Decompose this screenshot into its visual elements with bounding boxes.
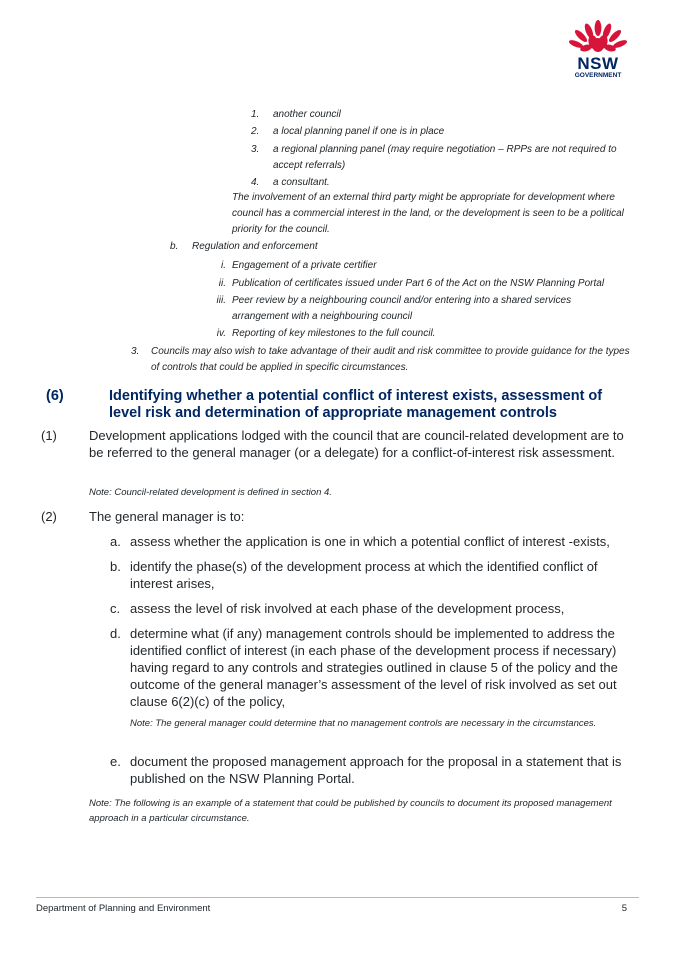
logo-sub: GOVERNMENT: [574, 72, 622, 79]
list-marker: 1.: [251, 109, 260, 120]
list-marker: a.: [110, 534, 121, 549]
list-item: [251, 124, 633, 140]
logo-brand: NSW: [577, 54, 619, 73]
paragraph-note: Note: Council-related development is defined in section 4.: [89, 487, 332, 498]
list-marker: b.: [110, 559, 121, 574]
list-text: a consultant.: [273, 177, 330, 188]
list-text: Regulation and enforcement: [192, 241, 318, 252]
paragraph-marker: (2): [41, 509, 57, 524]
list-marker: ii.: [218, 278, 226, 289]
list-marker: 3.: [131, 346, 140, 357]
list-marker: 4.: [251, 177, 260, 188]
list-marker: 2.: [251, 126, 260, 137]
list-text: a local planning panel if one is in place: [273, 126, 445, 137]
list-marker: d.: [110, 626, 121, 641]
list-marker: iii.: [216, 295, 226, 306]
list-item: [221, 258, 632, 274]
list-marker: b.: [170, 241, 179, 252]
waratah-icon: [566, 18, 630, 58]
list-text: a regional planning panel (may require negotiation – RPPs are not required to accept referrals): [273, 144, 617, 171]
list-item: [251, 107, 633, 123]
page-number: 5: [621, 903, 627, 914]
list-marker: i.: [221, 260, 226, 271]
list-marker: c.: [110, 601, 121, 616]
list-text: Engagement of a private certifier: [232, 260, 377, 271]
list-marker: iv.: [216, 328, 226, 339]
list-text: Reporting of key milestones to the full council.: [232, 328, 436, 339]
nsw-government-logo: [566, 18, 630, 80]
list-item: [216, 326, 632, 342]
list-text: assess whether the application is one in which a potential conflict of interest -exists,: [130, 534, 610, 549]
list-note: The involvement of an external third party might be appropriate for development where council has a commercial interest in the land, or the development is seen to be a political priority for the council.: [232, 192, 624, 235]
section-number: (6): [46, 388, 64, 404]
list-text: another council: [273, 109, 341, 120]
paragraph-text: Development applications lodged with the council that are council-related development are to be referred to the general manager (or a delegate) for a conflict-of-interest risk assessment.: [89, 428, 624, 460]
list-text: identify the phase(s) of the development process at which the identified conflict of interest arises,: [130, 559, 598, 591]
list-text: Peer review by a neighbouring council and/or entering into a shared services arrangement with a neighbouring council: [232, 295, 572, 322]
list-item: [251, 175, 633, 191]
list-marker: 3.: [251, 144, 260, 155]
list-note: Note: The general manager could determine that no management controls are necessary in the circumstances.: [130, 718, 597, 729]
paragraph-note: Note: The following is an example of a statement that could be published by councils to document its proposed management approach in a particular circumstance.: [89, 798, 612, 824]
paragraph-marker: (1): [41, 428, 57, 443]
list-marker: e.: [110, 754, 121, 769]
list-text: determine what (if any) management controls should be implemented to address the identified conflict of interest (in each phase of the development process if necessary) having regard to any controls and strategies outlined in clause 5 of the policy and the outcome of the general manager’s assessment of the level of risk involved as set out clause 6(2)(c) of the policy,: [130, 626, 618, 709]
list-item: [170, 239, 612, 255]
list-item: [216, 293, 612, 325]
list-text: assess the level of risk involved at each phase of the development process,: [130, 601, 565, 616]
list-text: document the proposed management approach for the proposal in a statement that is published on the NSW Planning Portal.: [130, 754, 622, 786]
paragraph-text: The general manager is to:: [89, 509, 245, 524]
list-text: Publication of certificates issued under Part 6 of the Act on the NSW Planning Portal: [232, 278, 605, 289]
list-item: [131, 344, 631, 376]
section-heading: Identifying whether a potential conflict of interest exists, assessment of level risk and determination of appropriate management controls: [109, 388, 603, 421]
list-item: [251, 142, 633, 174]
footer-department: Department of Planning and Environment: [36, 903, 211, 914]
footer-divider: [36, 897, 639, 898]
list-text: Councils may also wish to take advantage of their audit and risk committee to provide guidance for the types of controls that could be applied in specific circumstances.: [151, 346, 630, 373]
list-item: [218, 276, 632, 292]
